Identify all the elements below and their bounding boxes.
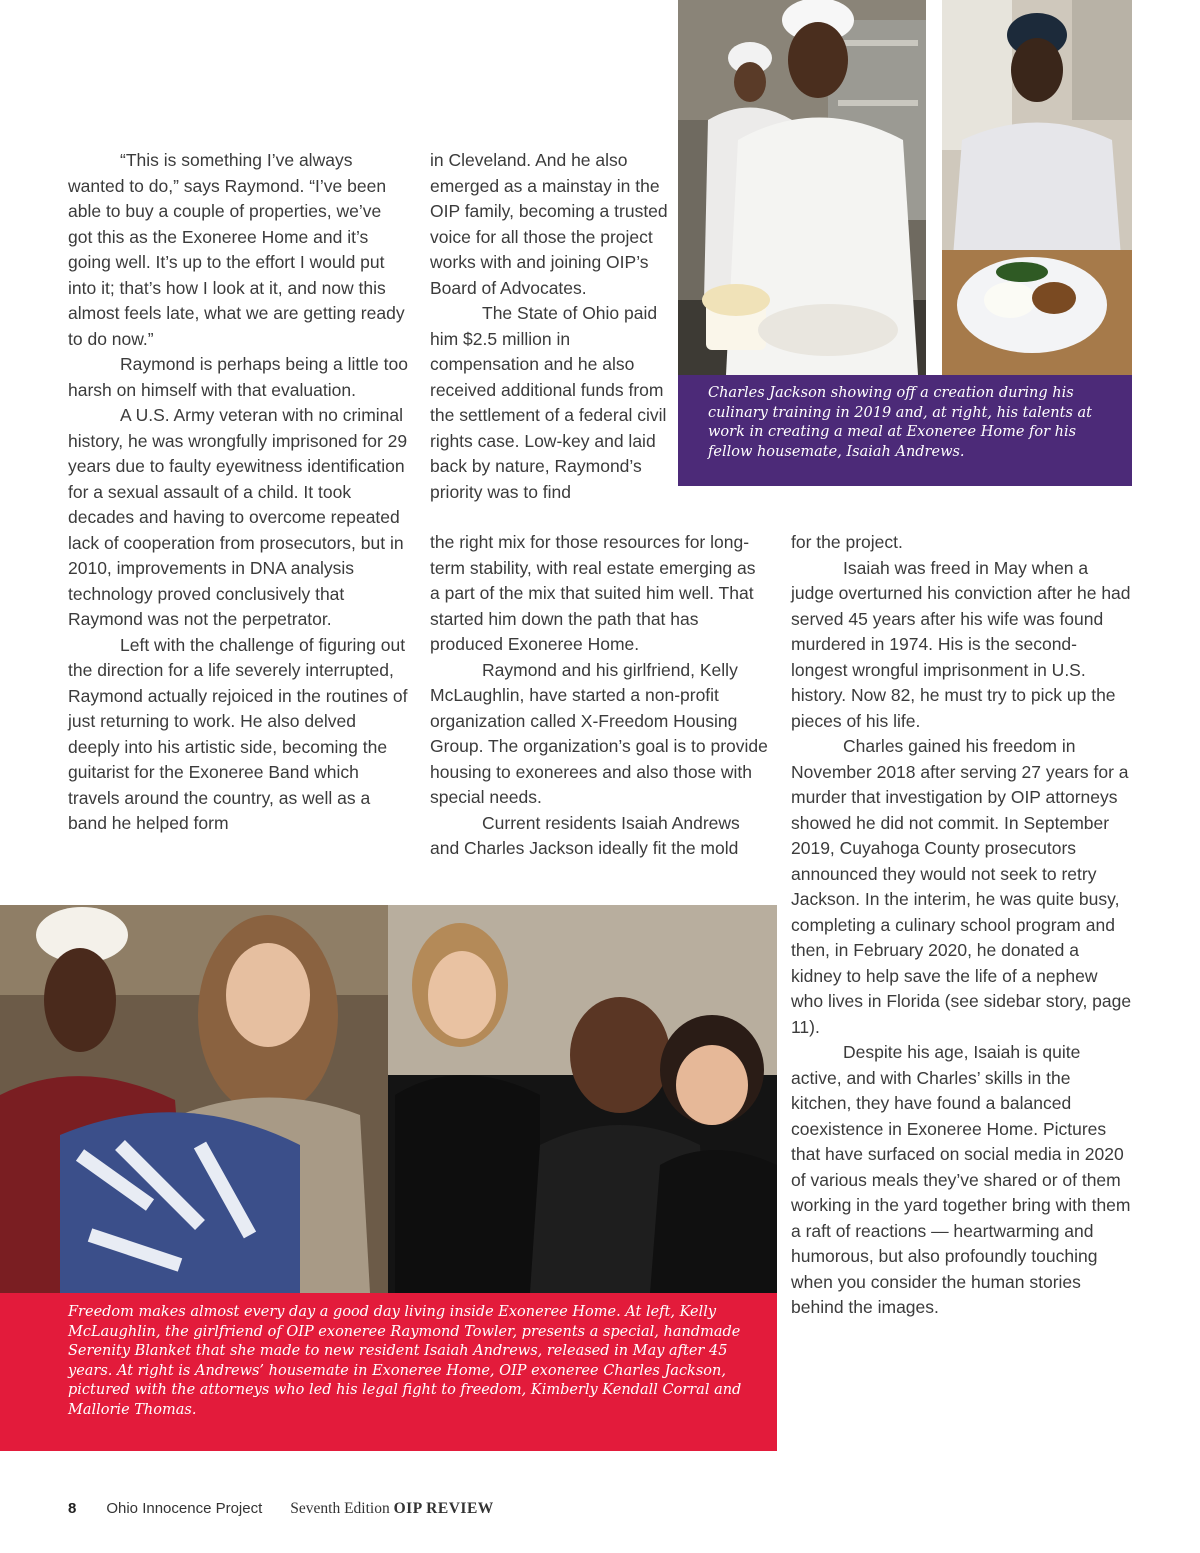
paragraph: “This is something I’ve always wanted to do,” says Raymond. “I’ve been able to buy a couple of properties, we’ve got this as the Exoneree Home and it’s going well. It’s up to the effort I would put into it; that’s how I look at it, and now this almost feels late, what we are getting ready to do now.” xyxy=(68,150,405,349)
article-column-2-lower xyxy=(430,530,770,862)
page-footer xyxy=(68,1500,494,1518)
paragraph: Despite his age, Isaiah is quite active, and with Charles’ skills in the kitchen, they have found a balanced coexistence in Exoneree Home. Pictures that have surfaced on social media in 2020 of various meals they’ve shared or of them working in the yard together bring with them a raft of reactions — heartwarming and humorous, but also profoundly touching when you consider the human stories behind the images. xyxy=(791,1042,1131,1317)
photo-exoneree-home-residents xyxy=(0,905,777,1293)
paragraph: A U.S. Army veteran with no criminal history, he was wrongfully imprisoned for 29 years due to faulty eyewitness identification for a sexual assault of a child. It took decades and having to overcome repeated lack of cooperation from prosecutors, but in 2010, improvements in DNA analysis technology proved conclusively that Raymond was not the perpetrator. xyxy=(68,405,408,629)
paragraph: the right mix for those resources for long-term stability, with real estate emerging as a part of the mix that suited him well. That started him down the path that has produced Exoneree Home. xyxy=(430,532,756,654)
paragraph: in Cleveland. And he also emerged as a mainstay in the OIP family, becoming a trusted voice for all those the project works with and joining OIP’s Board of Advocates. xyxy=(430,150,668,298)
edition-text: Seventh Edition xyxy=(290,1500,390,1517)
photo-caption-top: Charles Jackson showing off a creation during his culinary training in 2019 and, at right, his talents at work in creating a meal at Exoneree Home for his fellow housemate, Isaiah Andrews. xyxy=(678,375,1132,486)
article-column-3 xyxy=(791,530,1133,1321)
paragraph: The State of Ohio paid him $2.5 million in compensation and he also received additional funds from the settlement of a federal civil rights case. Low-key and laid back by nature, Raymond’s priority was to find xyxy=(430,303,667,502)
publisher-name: Ohio Innocence Project xyxy=(106,1500,263,1517)
edition-label xyxy=(290,1500,494,1517)
paragraph: Raymond and his girlfriend, Kelly McLaughlin, have started a non-profit organization called X-Freedom Housing Group. The organization’s goal is to provide housing to exonerees and also those with special needs. xyxy=(430,659,768,807)
photo-charles-jackson-culinary xyxy=(678,0,926,375)
paragraph: Raymond is perhaps being a little too harsh on himself with that evaluation. xyxy=(68,354,408,400)
paragraph: Current residents Isaiah Andrews and Charles Jackson ideally fit the mold xyxy=(430,812,740,858)
page-number: 8 xyxy=(68,1500,77,1517)
publication-name: OIP REVIEW xyxy=(393,1500,494,1517)
photo-caption-bottom: Freedom makes almost every day a good day living inside Exoneree Home. At left, Kelly McLaughlin, the girlfriend of OIP exoneree Raymond Towler, presents a special, handmade Serenity Blanket that she made to new resident Isaiah Andrews, released in May after 45 years. At right is Andrews’ housemate in Exoneree Home, OIP exoneree Charles Jackson, pictured with the attorneys who led his legal fight to freedom, Kimberly Kendall Corral and Mallorie Thomas. xyxy=(0,1293,777,1451)
article-column-1 xyxy=(68,148,408,837)
paragraph: Charles gained his freedom in November 2018 after serving 27 years for a murder that investigation by OIP attorneys showed he did not commit. In September 2019, Cuyahoga County prosecutors announced they would not seek to retry Jackson. In the interim, he was quite busy, completing a culinary school program and then, in February 2020, he donated a kidney to help save the life of a nephew who lives in Florida (see sidebar story, page 11). xyxy=(791,736,1132,1037)
article-column-2-upper xyxy=(430,148,675,505)
paragraph: Isaiah was freed in May when a judge overturned his conviction after he had served 45 years after his wife was found murdered in 1974. His is the second-longest wrongful imprisonment in U.S. history. Now 82, he must try to pick up the pieces of his life. xyxy=(791,557,1131,731)
photo-isaiah-andrews-meal xyxy=(942,0,1132,375)
paragraph: Left with the challenge of figuring out the direction for a life severely interrupted, Raymond actually rejoiced in the routines of just returning to work. He also delved deeply into his artistic side, becoming the guitarist for the Exoneree Band which travels around the country, as well as a band he helped form xyxy=(68,634,408,833)
paragraph: for the project. xyxy=(791,532,903,552)
